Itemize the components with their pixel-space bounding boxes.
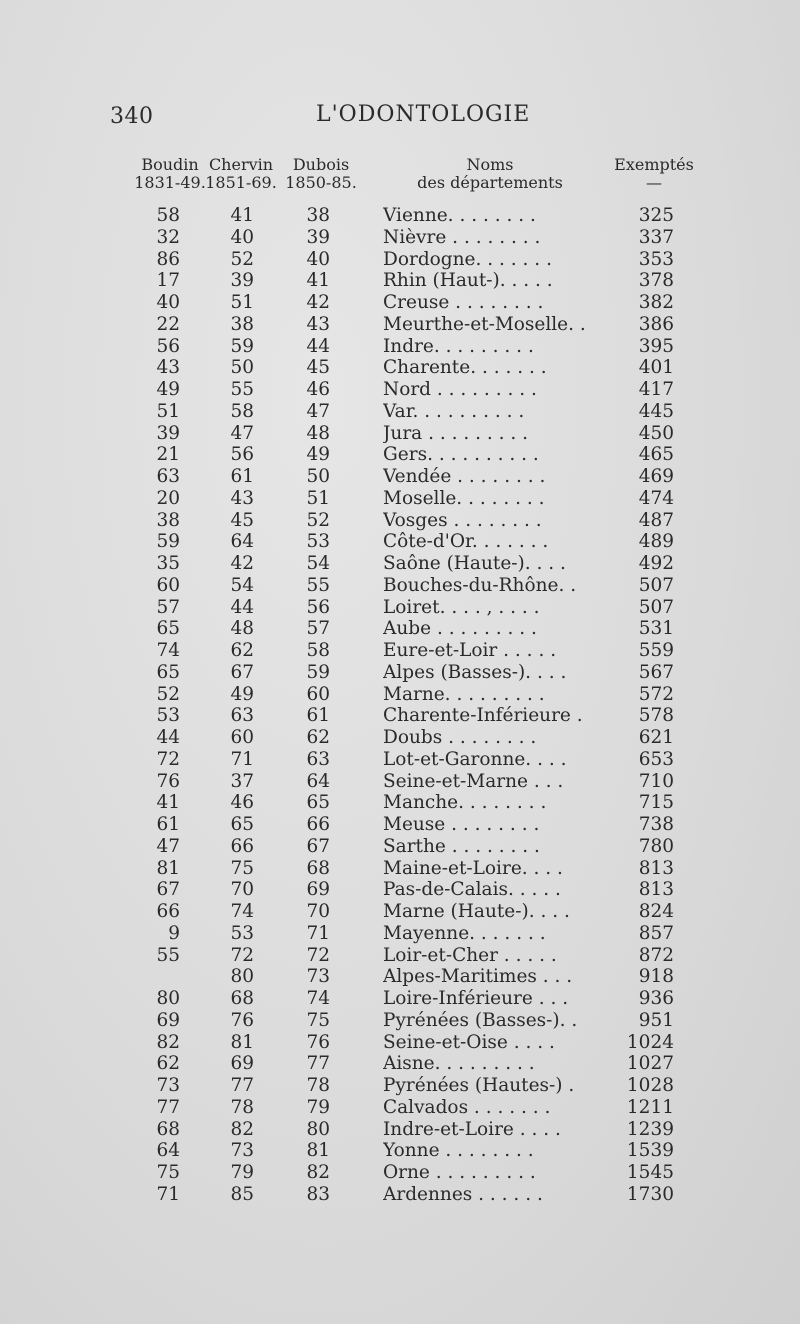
cell-boudin: 22: [156, 313, 180, 335]
cell-exemptes: 386: [638, 313, 674, 335]
column-header-dubois-label: Dubois: [292, 155, 350, 174]
cell-boudin: 82: [156, 1031, 180, 1053]
cell-dubois: 55: [306, 574, 330, 596]
cell-department: Sarthe . . . . . . . .: [383, 835, 540, 857]
cell-chervin: 81: [230, 1031, 254, 1053]
cell-exemptes: 813: [638, 879, 674, 901]
table-row: [0, 379, 800, 401]
cell-boudin: 9: [168, 922, 180, 944]
cell-boudin: 68: [156, 1118, 180, 1140]
table-row: [0, 292, 800, 314]
cell-exemptes: 445: [638, 400, 674, 422]
cell-exemptes: 337: [638, 226, 674, 248]
cell-dubois: 46: [306, 379, 330, 400]
cell-boudin: 66: [156, 901, 180, 922]
table-row: [0, 879, 800, 901]
cell-exemptes: 621: [638, 727, 674, 748]
column-header-noms-label: Noms: [466, 155, 514, 174]
cell-dubois: 60: [306, 683, 330, 705]
cell-boudin: 59: [156, 531, 180, 553]
table-row: [0, 1097, 800, 1119]
cell-boudin: 64: [156, 1140, 180, 1162]
cell-boudin: 51: [156, 400, 180, 422]
table-row: [0, 792, 800, 814]
cell-exemptes: 824: [638, 901, 674, 922]
cell-chervin: 75: [230, 857, 254, 879]
table-row: [0, 205, 800, 227]
cell-boudin: 21: [156, 444, 180, 466]
running-title: L'ODONTOLOGIE: [316, 102, 531, 127]
cell-exemptes: 531: [638, 618, 674, 640]
column-header-noms-sub: des départements: [417, 173, 563, 192]
cell-boudin: 17: [156, 270, 180, 292]
cell-department: Loir-et-Cher . . . . .: [383, 944, 557, 966]
table-row: [0, 749, 800, 771]
cell-exemptes: 1730: [626, 1183, 674, 1205]
cell-dubois: 51: [306, 487, 330, 509]
cell-exemptes: 710: [638, 770, 674, 792]
cell-department: Yonne . . . . . . . .: [383, 1140, 534, 1162]
cell-boudin: 55: [156, 944, 180, 966]
cell-dubois: 78: [306, 1075, 330, 1096]
cell-exemptes: 401: [638, 357, 674, 379]
cell-dubois: 50: [306, 466, 330, 487]
table-row: [0, 988, 800, 1010]
cell-boudin: 43: [156, 357, 180, 379]
cell-boudin: 40: [156, 292, 180, 313]
cell-dubois: 69: [306, 879, 330, 901]
cell-boudin: 71: [156, 1183, 180, 1205]
cell-boudin: 38: [156, 509, 180, 531]
cell-dubois: 64: [306, 770, 330, 792]
cell-exemptes: 936: [638, 988, 674, 1009]
cell-exemptes: 951: [638, 1009, 674, 1031]
cell-exemptes: 857: [638, 922, 674, 944]
column-header-boudin-label: Boudin: [141, 155, 199, 174]
cell-chervin: 43: [230, 487, 254, 509]
table-row: [0, 270, 800, 292]
cell-boudin: 53: [156, 705, 180, 727]
cell-department: Pas-de-Calais. . . . .: [383, 879, 561, 901]
cell-dubois: 40: [306, 248, 330, 270]
cell-boudin: 56: [156, 335, 180, 357]
cell-chervin: 78: [230, 1096, 254, 1118]
cell-department: Meurthe-et-Moselle. .: [383, 313, 586, 335]
cell-department: Orne . . . . . . . . .: [383, 1162, 536, 1183]
cell-exemptes: 559: [638, 640, 674, 661]
cell-dubois: 42: [306, 292, 330, 313]
table-row: [0, 684, 800, 706]
cell-chervin: 60: [230, 727, 254, 748]
cell-dubois: 47: [306, 400, 330, 422]
cell-chervin: 49: [230, 683, 254, 705]
cell-dubois: 66: [306, 814, 330, 835]
cell-boudin: 61: [156, 814, 180, 835]
table-row: [0, 553, 800, 575]
column-header-exemptes-dash: —: [646, 173, 662, 192]
cell-dubois: 75: [306, 1009, 330, 1031]
cell-boudin: 75: [156, 1162, 180, 1183]
cell-chervin: 65: [230, 814, 254, 835]
cell-dubois: 71: [306, 922, 330, 944]
cell-dubois: 58: [306, 640, 330, 661]
cell-exemptes: 417: [638, 379, 674, 400]
cell-chervin: 37: [230, 770, 254, 792]
cell-dubois: 77: [306, 1053, 330, 1075]
departments-table: [0, 205, 800, 1206]
cell-chervin: 39: [230, 270, 254, 292]
cell-boudin: 35: [156, 553, 180, 574]
table-row: [0, 771, 800, 793]
cell-boudin: 44: [156, 727, 180, 748]
cell-dubois: 65: [306, 792, 330, 814]
cell-dubois: 73: [306, 966, 330, 988]
cell-chervin: 53: [230, 922, 254, 944]
table-row: [0, 1010, 800, 1032]
cell-boudin: 74: [156, 640, 180, 661]
cell-chervin: 42: [230, 553, 254, 574]
cell-chervin: 69: [230, 1053, 254, 1075]
table-row: [0, 705, 800, 727]
cell-chervin: 71: [230, 748, 254, 770]
table-row: [0, 727, 800, 749]
cell-department: Ardennes . . . . . .: [383, 1183, 543, 1205]
cell-department: Moselle. . . . . . . .: [383, 487, 545, 509]
cell-exemptes: 572: [638, 683, 674, 705]
cell-department: Seine-et-Marne . . .: [383, 770, 564, 792]
cell-dubois: 53: [306, 531, 330, 553]
cell-boudin: 49: [156, 379, 180, 400]
cell-exemptes: 395: [638, 335, 674, 357]
cell-chervin: 63: [230, 705, 254, 727]
cell-department: Calvados . . . . . . .: [383, 1096, 551, 1118]
cell-boudin: 39: [156, 422, 180, 444]
cell-department: Meuse . . . . . . . .: [383, 814, 540, 835]
cell-chervin: 52: [230, 248, 254, 270]
cell-department: Marne. . . . . . . . .: [383, 683, 545, 705]
cell-boudin: 65: [156, 661, 180, 683]
cell-department: Loiret. . . . , . . . .: [383, 596, 540, 618]
cell-exemptes: 738: [638, 814, 674, 835]
cell-department: Bouches-du-Rhône. .: [383, 574, 577, 596]
cell-dubois: 61: [306, 705, 330, 727]
cell-dubois: 81: [306, 1140, 330, 1162]
cell-department: Charente-Inférieure .: [383, 705, 583, 727]
cell-department: Gers. . . . . . . . . .: [383, 444, 539, 466]
cell-exemptes: 813: [638, 857, 674, 879]
cell-chervin: 48: [230, 618, 254, 640]
cell-chervin: 82: [230, 1118, 254, 1140]
cell-department: Alpes (Basses-). . . .: [383, 661, 567, 683]
column-header-exemptes: [606, 156, 702, 192]
cell-dubois: 63: [306, 748, 330, 770]
cell-chervin: 47: [230, 422, 254, 444]
cell-boudin: 60: [156, 574, 180, 596]
cell-department: Nièvre . . . . . . . .: [383, 226, 541, 248]
cell-department: Dordogne. . . . . . .: [383, 248, 552, 270]
cell-exemptes: 918: [638, 966, 674, 988]
cell-boudin: 41: [156, 792, 180, 814]
table-row: [0, 423, 800, 445]
table-row: [0, 945, 800, 967]
cell-exemptes: 325: [638, 205, 674, 226]
cell-department: Nord . . . . . . . . .: [383, 379, 537, 400]
cell-exemptes: 1028: [626, 1075, 674, 1096]
table-row: [0, 836, 800, 858]
table-row: [0, 314, 800, 336]
cell-boudin: 32: [156, 226, 180, 248]
cell-boudin: 65: [156, 618, 180, 640]
cell-department: Manche. . . . . . . .: [383, 792, 547, 814]
cell-exemptes: 450: [638, 422, 674, 444]
table-row: [0, 1075, 800, 1097]
cell-chervin: 56: [230, 444, 254, 466]
cell-dubois: 83: [306, 1183, 330, 1205]
cell-chervin: 85: [230, 1183, 254, 1205]
cell-dubois: 43: [306, 313, 330, 335]
cell-chervin: 45: [230, 509, 254, 531]
cell-chervin: 55: [230, 379, 254, 400]
cell-department: Indre-et-Loire . . . .: [383, 1118, 561, 1140]
cell-chervin: 70: [230, 879, 254, 901]
cell-exemptes: 353: [638, 248, 674, 270]
table-row: [0, 597, 800, 619]
cell-boudin: 63: [156, 466, 180, 487]
column-header-exemptes-label: Exemptés: [614, 155, 694, 174]
cell-dubois: 38: [306, 205, 330, 226]
cell-department: Seine-et-Oise . . . .: [383, 1031, 555, 1053]
cell-chervin: 72: [230, 944, 254, 966]
cell-boudin: 47: [156, 835, 180, 857]
page-number: 340: [110, 104, 154, 129]
cell-boudin: 57: [156, 596, 180, 618]
table-row: [0, 1032, 800, 1054]
cell-dubois: 56: [306, 596, 330, 618]
cell-dubois: 70: [306, 901, 330, 922]
table-row: [0, 662, 800, 684]
cell-dubois: 62: [306, 727, 330, 748]
cell-exemptes: 1239: [626, 1118, 674, 1140]
cell-boudin: 81: [156, 857, 180, 879]
table-row: [0, 814, 800, 836]
cell-boudin: 73: [156, 1075, 180, 1096]
cell-chervin: 61: [230, 466, 254, 487]
cell-department: Loire-Inférieure . . .: [383, 988, 569, 1009]
cell-exemptes: 1211: [626, 1096, 674, 1118]
cell-chervin: 66: [230, 835, 254, 857]
cell-chervin: 67: [230, 661, 254, 683]
table-row: [0, 357, 800, 379]
cell-chervin: 50: [230, 357, 254, 379]
cell-exemptes: 465: [638, 444, 674, 466]
cell-department: Doubs . . . . . . . .: [383, 727, 537, 748]
cell-boudin: 67: [156, 879, 180, 901]
cell-dubois: 39: [306, 226, 330, 248]
cell-dubois: 79: [306, 1096, 330, 1118]
cell-chervin: 74: [230, 901, 254, 922]
cell-chervin: 54: [230, 574, 254, 596]
table-row: [0, 1140, 800, 1162]
cell-dubois: 44: [306, 335, 330, 357]
cell-chervin: 64: [230, 531, 254, 553]
table-row: [0, 966, 800, 988]
cell-dubois: 80: [306, 1118, 330, 1140]
cell-exemptes: 1024: [626, 1031, 674, 1053]
cell-chervin: 58: [230, 400, 254, 422]
table-row: [0, 1162, 800, 1184]
cell-exemptes: 715: [638, 792, 674, 814]
cell-boudin: 62: [156, 1053, 180, 1075]
cell-dubois: 76: [306, 1031, 330, 1053]
cell-exemptes: 567: [638, 661, 674, 683]
cell-dubois: 52: [306, 509, 330, 531]
table-row: [0, 901, 800, 923]
table-row: [0, 401, 800, 423]
cell-dubois: 49: [306, 444, 330, 466]
column-header-noms: [384, 156, 596, 192]
cell-boudin: 76: [156, 770, 180, 792]
cell-department: Rhin (Haut-). . . . .: [383, 270, 553, 292]
cell-chervin: 77: [230, 1075, 254, 1096]
cell-department: Indre. . . . . . . . .: [383, 335, 534, 357]
table-row: [0, 444, 800, 466]
cell-boudin: 52: [156, 683, 180, 705]
cell-chervin: 38: [230, 313, 254, 335]
cell-dubois: 54: [306, 553, 330, 574]
cell-dubois: 57: [306, 618, 330, 640]
cell-chervin: 79: [230, 1162, 254, 1183]
column-header-dubois: [280, 156, 362, 192]
column-header-chervin-label: Chervin: [208, 155, 274, 174]
cell-boudin: 69: [156, 1009, 180, 1031]
cell-chervin: 40: [230, 226, 254, 248]
cell-chervin: 59: [230, 335, 254, 357]
cell-exemptes: 1539: [626, 1140, 674, 1162]
cell-dubois: 45: [306, 357, 330, 379]
table-row: [0, 488, 800, 510]
cell-chervin: 46: [230, 792, 254, 814]
cell-department: Maine-et-Loire. . . .: [383, 857, 563, 879]
cell-department: Charente. . . . . . .: [383, 357, 547, 379]
cell-department: Pyrénées (Basses-). .: [383, 1009, 578, 1031]
cell-department: Eure-et-Loir . . . . .: [383, 640, 557, 661]
cell-chervin: 44: [230, 596, 254, 618]
cell-department: Jura . . . . . . . . .: [383, 422, 529, 444]
cell-boudin: 86: [156, 248, 180, 270]
table-row: [0, 510, 800, 532]
cell-chervin: 73: [230, 1140, 254, 1162]
cell-exemptes: 507: [638, 596, 674, 618]
cell-dubois: 59: [306, 661, 330, 683]
cell-boudin: 58: [156, 205, 180, 226]
column-header-boudin-years: 1831-49.: [134, 173, 206, 192]
cell-dubois: 48: [306, 422, 330, 444]
column-header-chervin-years: 1851-69.: [205, 173, 277, 192]
cell-chervin: 80: [230, 966, 254, 988]
cell-department: Vosges . . . . . . . .: [383, 509, 542, 531]
cell-chervin: 76: [230, 1009, 254, 1031]
cell-department: Alpes-Maritimes . . .: [383, 966, 573, 988]
cell-exemptes: 474: [638, 487, 674, 509]
table-row: [0, 1184, 800, 1206]
cell-exemptes: 507: [638, 574, 674, 596]
cell-department: Mayenne. . . . . . .: [383, 922, 546, 944]
table-row: [0, 227, 800, 249]
cell-boudin: 80: [156, 988, 180, 1009]
cell-department: Aube . . . . . . . . .: [383, 618, 537, 640]
cell-exemptes: 469: [638, 466, 674, 487]
cell-chervin: 41: [230, 205, 254, 226]
cell-boudin: 72: [156, 748, 180, 770]
cell-exemptes: 489: [638, 531, 674, 553]
cell-exemptes: 1027: [626, 1053, 674, 1075]
cell-department: Vendée . . . . . . . .: [383, 466, 546, 487]
cell-exemptes: 378: [638, 270, 674, 292]
cell-exemptes: 780: [638, 835, 674, 857]
cell-dubois: 67: [306, 835, 330, 857]
column-header-boudin: [128, 156, 212, 192]
cell-department: Lot-et-Garonne. . . .: [383, 748, 567, 770]
table-row: [0, 858, 800, 880]
cell-dubois: 41: [306, 270, 330, 292]
table-row: [0, 575, 800, 597]
cell-exemptes: 492: [638, 553, 674, 574]
cell-chervin: 68: [230, 988, 254, 1009]
table-row: [0, 336, 800, 358]
table-row: [0, 618, 800, 640]
cell-chervin: 62: [230, 640, 254, 661]
cell-exemptes: 382: [638, 292, 674, 313]
cell-department: Saône (Haute-). . . .: [383, 553, 566, 574]
table-row: [0, 1119, 800, 1141]
table-row: [0, 923, 800, 945]
cell-exemptes: 578: [638, 705, 674, 727]
table-row: [0, 531, 800, 553]
cell-department: Var. . . . . . . . . .: [383, 400, 525, 422]
cell-dubois: 68: [306, 857, 330, 879]
cell-chervin: 51: [230, 292, 254, 313]
cell-department: Pyrénées (Hautes-) .: [383, 1075, 575, 1096]
table-row: [0, 466, 800, 488]
column-header-dubois-years: 1850-85.: [285, 173, 357, 192]
cell-dubois: 72: [306, 944, 330, 966]
cell-boudin: 20: [156, 487, 180, 509]
cell-boudin: 77: [156, 1096, 180, 1118]
cell-department: Vienne. . . . . . . .: [383, 205, 536, 226]
table-row: [0, 640, 800, 662]
cell-department: Marne (Haute-). . . .: [383, 901, 570, 922]
cell-exemptes: 653: [638, 748, 674, 770]
cell-exemptes: 872: [638, 944, 674, 966]
table-row: [0, 1053, 800, 1075]
cell-dubois: 74: [306, 988, 330, 1009]
column-header-chervin: [204, 156, 278, 192]
cell-department: Côte-d'Or. . . . . . .: [383, 531, 549, 553]
table-row: [0, 249, 800, 271]
cell-exemptes: 487: [638, 509, 674, 531]
cell-exemptes: 1545: [626, 1162, 674, 1183]
cell-department: Aisne. . . . . . . . .: [383, 1053, 535, 1075]
cell-dubois: 82: [306, 1162, 330, 1183]
cell-department: Creuse . . . . . . . .: [383, 292, 544, 313]
